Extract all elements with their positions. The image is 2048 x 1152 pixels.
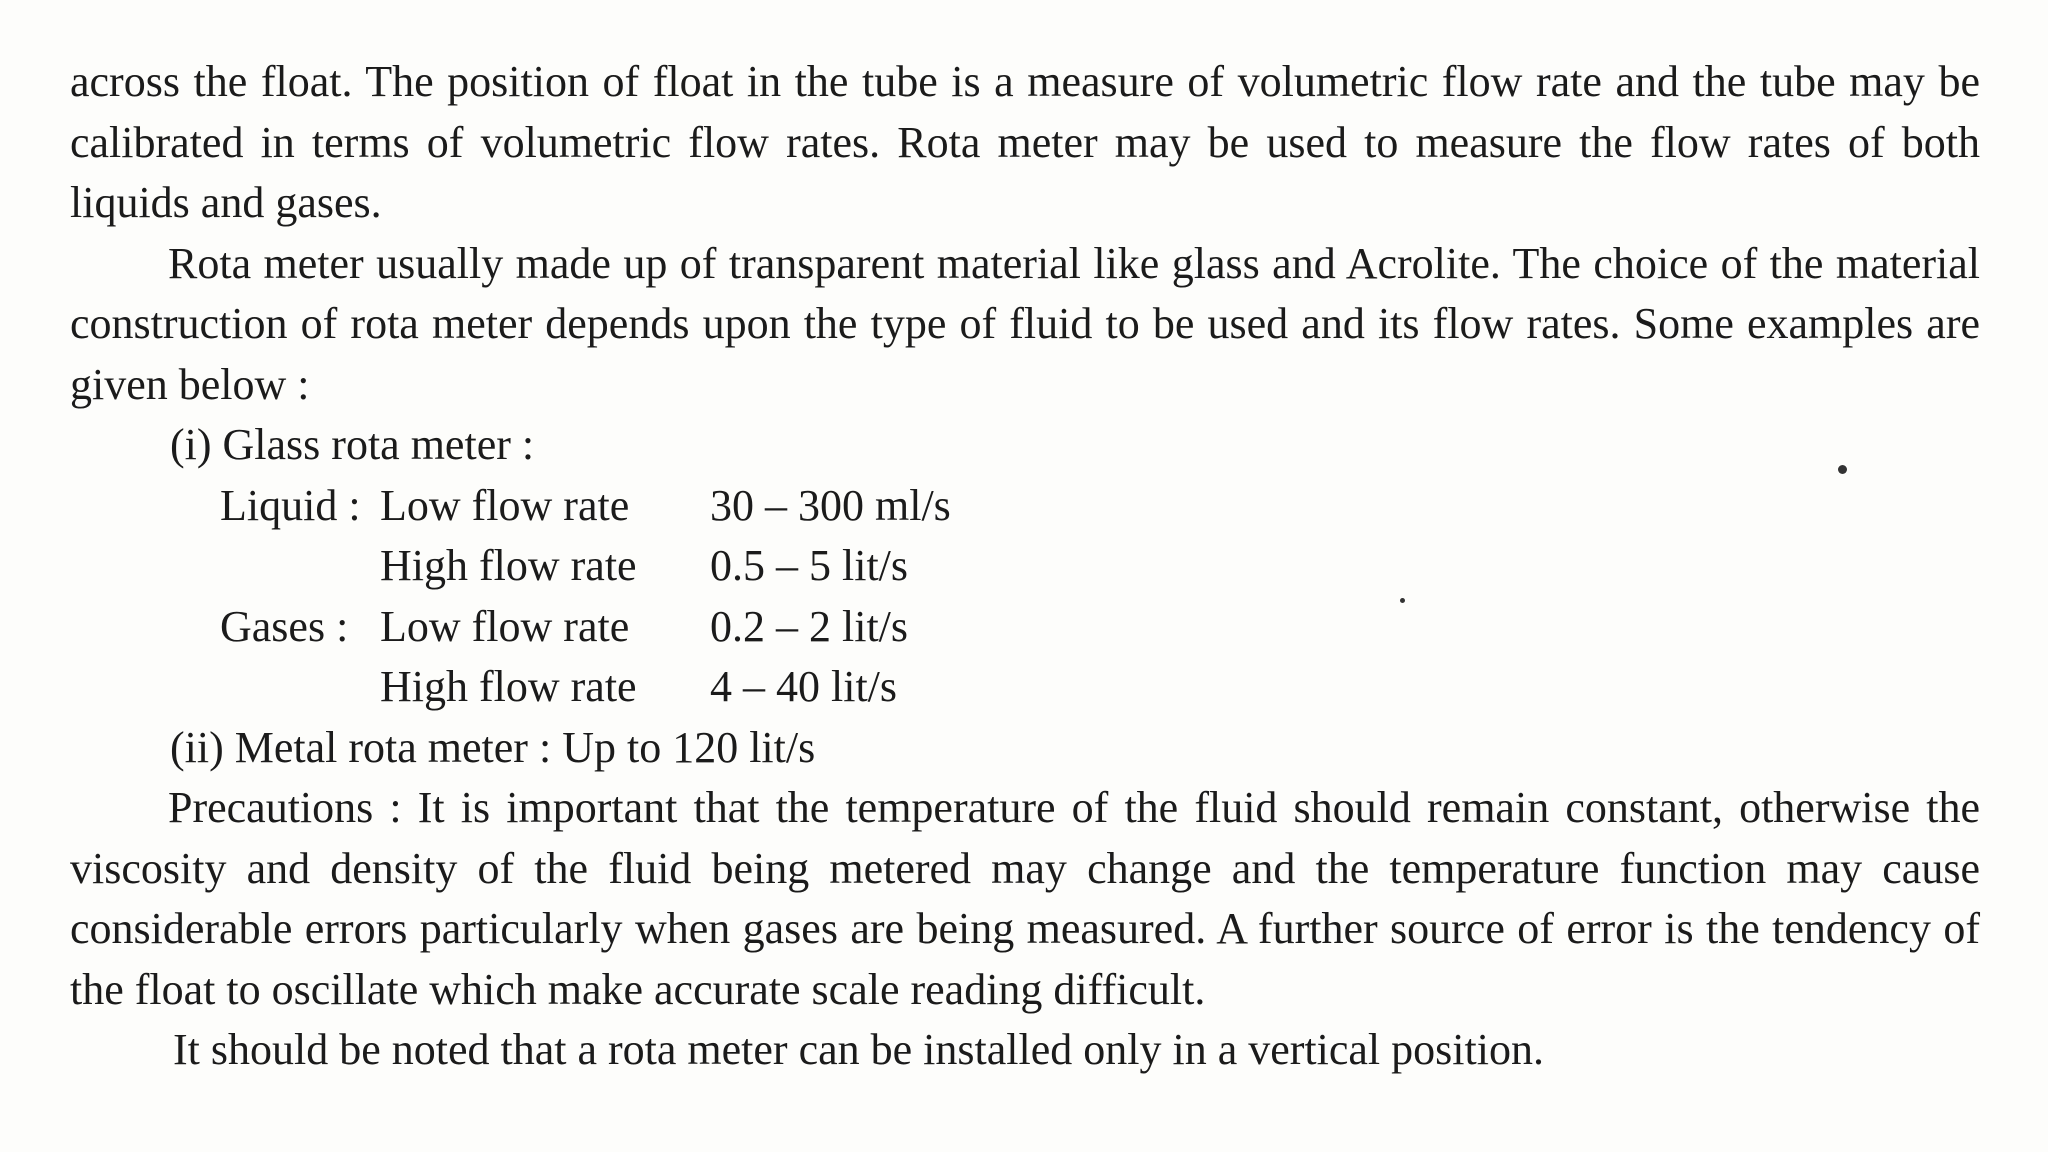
glass-flow-rate-table	[220, 476, 1980, 718]
table-rate: Low flow rate	[380, 601, 630, 651]
precautions-label: Precautions :	[168, 783, 402, 832]
metal-rota-meter-line	[170, 718, 1980, 779]
precautions-text: It is important that the temperature of the fluid should remain constant, otherwise the viscosity and density of the fluid being metered may change and the temperature function may cause considerable errors particularly when gases are being measured. A further source of error is the tendency of the float to oscillate which make accurate scale reading difficult.	[70, 783, 1981, 1014]
table-category: Gases :	[220, 601, 349, 651]
table-category	[220, 536, 380, 597]
scan-speck	[1838, 465, 1847, 474]
table-rate: High flow rate	[380, 662, 637, 711]
table-rate: Low flow rate	[380, 480, 630, 530]
paragraph-float-position: across the float. The position of float in the tube is a measure of volumetric flow rate and the tube may be calibrated in terms of volumetric flow rates. Rota meter may be used to measure the flow rates of both liquids and gases.	[70, 57, 1980, 227]
scan-speck	[1400, 598, 1405, 603]
paragraph-vertical-note: It should be noted that a rota meter can be installed only in a vertical position.	[173, 1025, 1544, 1074]
metal-rota-meter-value: Up to 120 lit/s	[562, 722, 816, 772]
document-page	[70, 52, 1980, 1081]
table-rate: High flow rate	[380, 541, 637, 590]
table-value: 4 – 40 lit/s	[710, 662, 898, 711]
table-value: 0.2 – 2 lit/s	[710, 601, 909, 651]
table-value: 0.5 – 5 lit/s	[710, 541, 909, 590]
table-category: Liquid :	[220, 480, 361, 530]
metal-rota-meter-heading: (ii) Metal rota meter :	[170, 722, 552, 772]
table-category	[220, 657, 380, 718]
paragraph-precautions	[70, 778, 1980, 1020]
paragraph-material: Rota meter usually made up of transparent material like glass and Acrolite. The choice of the material construction of rota meter depends upon the type of fluid to be used and its flow rates. Some examples are given below :	[70, 238, 1980, 409]
glass-rota-meter-heading: (i) Glass rota meter :	[170, 420, 535, 469]
table-value: 30 – 300 ml/s	[710, 480, 951, 530]
